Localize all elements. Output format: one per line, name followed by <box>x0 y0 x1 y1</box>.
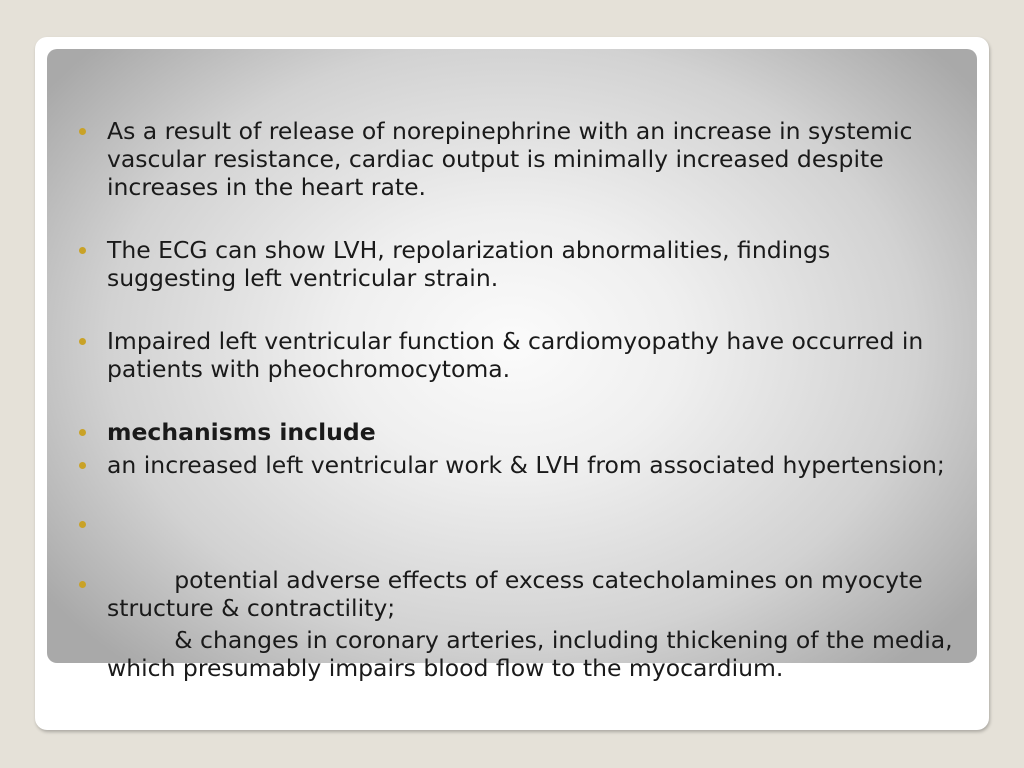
bullet-item-impaired-function <box>107 327 957 383</box>
bullet-dot-icon <box>79 429 86 436</box>
slide <box>35 37 989 730</box>
bullet-text: As a result of release of norepinephrine with an increase in systemic vascular resistance, cardiac output is minimally increased despite increases in the heart rate. <box>107 117 913 201</box>
bullet-item-lv-work <box>107 451 957 479</box>
bullet-list <box>47 49 977 682</box>
bullet-dot-icon <box>79 247 86 254</box>
bullet-item-coronary-changes <box>107 570 961 710</box>
bullet-dot-icon <box>79 581 86 588</box>
content-panel <box>47 49 977 682</box>
bullet-item-release-norepinephrine <box>107 117 957 201</box>
bullet-text: mechanisms include <box>107 418 376 446</box>
bullet-text: & changes in coronary arteries, including thickening of the media, which presumably impairs blood flow to the myocardium. <box>107 626 961 682</box>
bullet-text: an increased left ventricular work & LVH from associated hypertension; <box>107 451 945 479</box>
bullet-dot-icon <box>79 462 86 469</box>
bullet-text: The ECG can show LVH, repolarization abnormalities, findings suggesting left ventricular strain. <box>107 236 831 292</box>
bullet-dot-icon <box>79 521 86 528</box>
bullet-dot-icon <box>79 338 86 345</box>
bullet-dot-icon <box>79 128 86 135</box>
bullet-text: Impaired left ventricular function & cardiomyopathy have occurred in patients with pheochromocytoma. <box>107 327 924 383</box>
bullet-item-mechanisms-heading <box>107 418 957 446</box>
bullet-text: potential adverse effects of excess catecholamines on myocyte structure & contractility; <box>107 566 931 622</box>
bullet-item-ecg <box>107 236 957 292</box>
